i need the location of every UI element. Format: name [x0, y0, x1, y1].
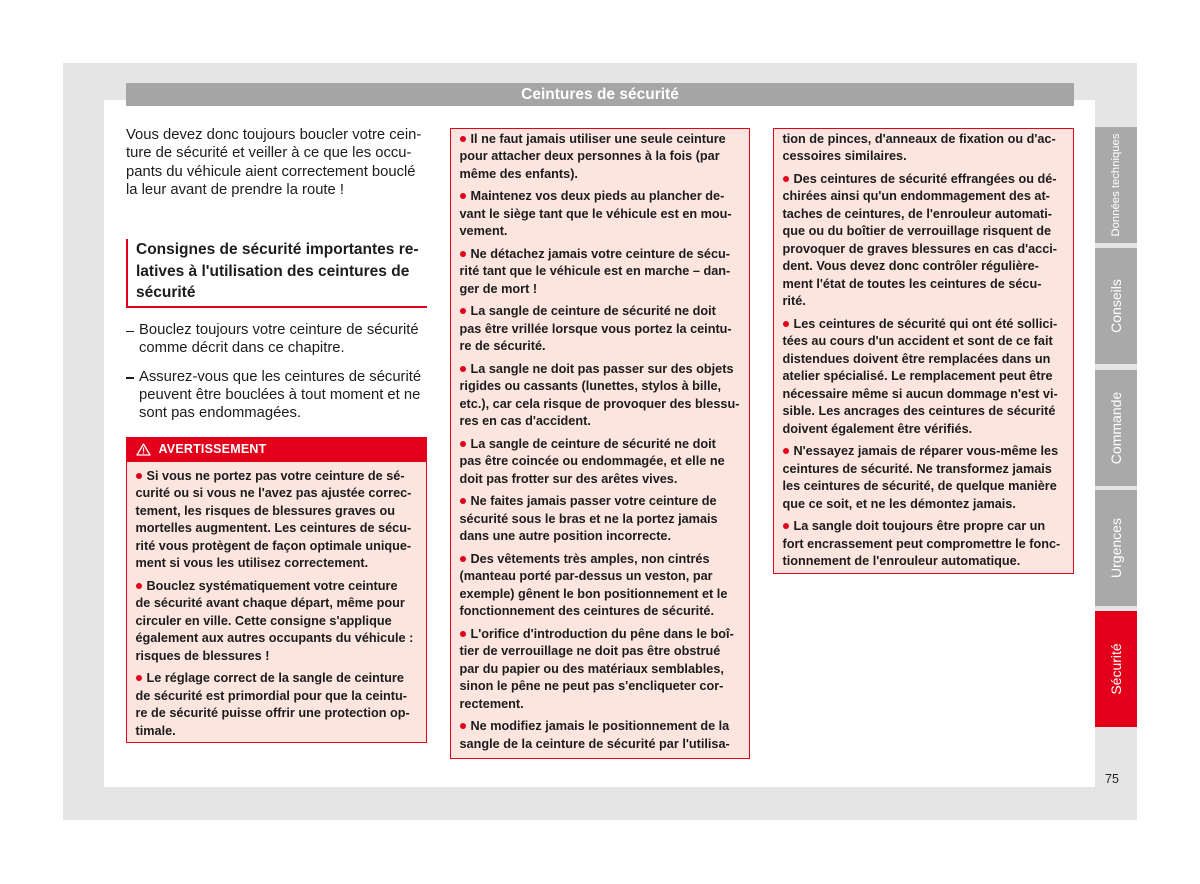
intro-line: Vous devez donc toujours boucler votre cein- — [126, 127, 422, 143]
item-line: N'essayez jamais de réparer vous-même les — [783, 443, 1065, 461]
item-line: La sangle doit toujours être propre car un — [783, 518, 1065, 536]
item-line: Bouclez toujours votre ceinture de sécurité — [139, 322, 419, 338]
item-line: circuler en ville. Cette consigne s'applique — [135, 613, 392, 628]
item-line: La sangle de ceinture de sécurité ne doit — [460, 436, 741, 454]
bullet-icon — [460, 556, 466, 562]
warning-item — [783, 316, 1065, 439]
warning-list — [127, 462, 426, 741]
warning-box-continued — [450, 128, 750, 759]
item-line: Assurez-vous que les ceintures de sécurité — [139, 368, 422, 385]
item-line: dent. Vous devez donc contrôler régulière- — [782, 259, 1039, 274]
item-line: risques de blessures ! — [135, 648, 270, 663]
item-line: taches de ceintures, de l'enrouleur automati- — [782, 206, 1053, 221]
bullet-icon — [136, 583, 142, 589]
warning-item — [460, 188, 741, 241]
warning-item — [783, 171, 1065, 311]
item-line: tées au cours d'un accident et sont de ce fait — [782, 334, 1053, 349]
tab-urgences — [1095, 490, 1137, 606]
tab-label: Conseils — [1108, 279, 1124, 333]
tab-conseils — [1095, 248, 1137, 364]
item-line: que ou du boîtier de verrouillage risquent de — [782, 224, 1052, 239]
heading-line: sécurité — [136, 284, 196, 301]
item-line: doivent également être vérifiés. — [782, 421, 973, 436]
bullet-icon — [460, 193, 466, 199]
item-line: (manteau porté par-dessus un veston, par — [459, 569, 713, 584]
item-line: res en cas d'accident. — [459, 414, 591, 429]
bullet-icon — [783, 321, 789, 327]
item-line: L'orifice d'introduction du pêne dans le boî- — [460, 626, 741, 644]
instruction-item — [126, 321, 427, 358]
item-line: sécurité sous le bras et ne la portez jamais — [459, 511, 718, 526]
bullet-icon — [460, 498, 466, 504]
heading-line: Consignes de sécurité importantes re- — [136, 241, 419, 258]
bullet-icon — [783, 523, 789, 529]
item-line: mortelles augmentent. Les ceintures de sécu- — [135, 521, 412, 536]
bullet-icon — [460, 631, 466, 637]
item-line: fonctionnement des ceintures de sécurité. — [459, 604, 715, 619]
warning-header — [127, 438, 426, 462]
item-line: pas être coincée ou endommagée, et elle ne — [459, 454, 725, 469]
item-line: exemple) gênent le bon positionnement et le — [459, 586, 728, 601]
bullet-icon — [460, 251, 466, 257]
page-number: 75 — [1105, 772, 1119, 786]
item-line: tement, les risques de blessures graves ou — [135, 503, 395, 518]
item-line: tier de verrouillage ne doit pas être obstrué — [459, 644, 721, 659]
tab-commande — [1095, 370, 1137, 486]
item-line: Si vous ne portez pas votre ceinture de sé- — [136, 468, 418, 486]
warning-box-continued-2 — [773, 128, 1074, 574]
item-line: Des ceintures de sécurité effrangées ou dé- — [783, 171, 1065, 189]
item-line: Ne détachez jamais votre ceinture de sécu- — [460, 246, 741, 264]
item-line: nécessaire même si aucun dommage n'est vi- — [782, 386, 1058, 401]
item-line: provoquer de graves blessures en cas d'acci- — [782, 241, 1058, 256]
bullet-icon — [136, 675, 142, 681]
warning-item — [136, 670, 418, 740]
item-line: atelier spécialisé. Le remplacement peut être — [782, 369, 1053, 384]
warning-item — [460, 718, 741, 753]
intro-line: ture de sécurité et veiller à ce que les occu- — [126, 145, 412, 162]
warning-item — [460, 303, 741, 356]
item-line: Ne modifiez jamais le positionnement de la — [460, 718, 741, 736]
item-line: Il ne faut jamais utiliser une seule ceinture — [460, 131, 741, 149]
item-line: curité ou si vous ne l'avez pas ajustée correc- — [135, 486, 412, 501]
item-line: pas être vrillée lorsque vous portez la ceintu- — [459, 321, 732, 336]
safety-heading — [126, 239, 427, 308]
item-line: rité vous protègent de façon optimale unique- — [135, 538, 412, 553]
item-line: dans une autre position incorrecte. — [459, 529, 671, 544]
item-line: fort encrassement peut compromettre le fonc- — [782, 536, 1061, 551]
warning-item — [460, 493, 741, 546]
item-line: re de sécurité. — [459, 339, 546, 354]
bullet-icon — [783, 176, 789, 182]
item-line: rité tant que le véhicule est en marche – dan- — [459, 264, 731, 279]
bullet-icon — [136, 473, 142, 479]
item-line: également aux autres occupants du véhicule : — [135, 631, 414, 646]
tab-donnees-techniques — [1095, 127, 1137, 243]
continuation-line: tion de pinces, d'anneaux de fixation ou d'ac- — [782, 131, 1056, 146]
item-line: re de sécurité puisse offrir une protection op- — [135, 706, 410, 721]
warning-triangle-icon — [136, 443, 151, 456]
bullet-icon — [783, 448, 789, 454]
tab-label: Urgences — [1108, 518, 1124, 578]
item-line: doit pas frotter sur des arêtes vives. — [459, 471, 678, 486]
item-line: La sangle ne doit pas passer sur des objets — [460, 361, 741, 379]
item-line: Les ceintures de sécurité qui ont été sollici- — [783, 316, 1065, 334]
bullet-icon — [460, 723, 466, 729]
item-line: par du papier ou des matériaux semblables, — [459, 661, 724, 676]
intro-paragraph — [126, 126, 427, 200]
tab-label: Données techniques — [1110, 133, 1122, 237]
warning-item — [460, 436, 741, 489]
item-line: rectement. — [459, 696, 524, 711]
item-line: chirées ainsi qu'un endommagement des at- — [782, 189, 1050, 204]
item-line: Des vêtements très amples, non cintrés — [460, 551, 741, 569]
warning-item — [136, 468, 418, 573]
item-line: ger de mort ! — [459, 281, 538, 296]
item-line: distendues doivent être remplacées dans un — [782, 351, 1051, 366]
item-line: Le réglage correct de la sangle de ceinture — [136, 670, 418, 688]
item-line: etc.), car cela risque de provoquer des blessu- — [459, 396, 740, 411]
tab-securite — [1095, 611, 1137, 727]
instruction-list — [126, 321, 427, 423]
item-line: rigides ou cassants (lunettes, stylos à bille, — [459, 379, 722, 394]
item-line: ceintures de sécurité. Ne transformez jamais — [782, 461, 1052, 476]
item-line: sont pas endommagées. — [139, 405, 302, 422]
warning-item — [460, 551, 741, 621]
item-line: les ceintures de sécurité, de quelque manière — [782, 479, 1057, 494]
warning-item — [460, 131, 741, 184]
section-title: Ceintures de sécurité — [126, 83, 1074, 106]
item-line: rité. — [782, 294, 806, 309]
item-line: de sécurité avant chaque départ, même pour — [135, 596, 405, 611]
item-line: ment si vous les utilisez correctement. — [135, 556, 369, 571]
item-line: sangle de la ceinture de sécurité par l'utilisa- — [459, 736, 730, 751]
warning-item — [783, 443, 1065, 513]
item-line: sinon le pêne ne peut pas s'encliqueter cor- — [459, 679, 724, 694]
item-line: comme décrit dans ce chapitre. — [139, 340, 345, 357]
item-line: Maintenez vos deux pieds au plancher de- — [460, 188, 741, 206]
item-line: vant le siège tant que le véhicule est en mou- — [459, 206, 732, 221]
bullet-icon — [460, 136, 466, 142]
instruction-item — [126, 368, 427, 423]
item-line: Ne faites jamais passer votre ceinture de — [460, 493, 741, 511]
warning-item — [783, 518, 1065, 571]
item-line: que ce soit, et ne les démontez jamais. — [782, 496, 1016, 511]
tab-label: Commande — [1108, 391, 1124, 465]
warning-box — [126, 437, 427, 743]
item-line: pour attacher deux personnes à la fois (par — [459, 149, 720, 164]
bullet-icon — [460, 308, 466, 314]
item-line: La sangle de ceinture de sécurité ne doit — [460, 303, 741, 321]
bullet-icon — [460, 441, 466, 447]
item-line: timale. — [135, 723, 176, 738]
warning-title: AVERTISSEMENT — [158, 442, 267, 456]
item-line: sible. Les ancrages des ceintures de sécurité — [782, 404, 1056, 419]
item-line: peuvent être bouclées à tout moment et ne — [139, 387, 421, 404]
warning-item — [460, 361, 741, 431]
continuation-text — [783, 131, 1065, 166]
continuation-line: cessoires similaires. — [782, 149, 907, 164]
warning-item — [136, 578, 418, 666]
warning-item — [460, 626, 741, 714]
item-line: Bouclez systématiquement votre ceinture — [136, 578, 418, 596]
warning-list — [783, 171, 1065, 571]
dash-icon — [126, 331, 134, 332]
heading-line: latives à l'utilisation des ceintures de — [136, 262, 410, 280]
item-line: ment l'état de toutes les ceintures de sécu- — [782, 276, 1042, 291]
item-line: de sécurité est primordial pour que la ceintu- — [135, 688, 407, 703]
intro-line: pants du véhicule aient correctement bouclé — [126, 163, 416, 180]
item-line: même des enfants). — [459, 166, 578, 181]
dash-icon — [126, 377, 134, 378]
tab-label: Sécurité — [1108, 643, 1124, 695]
intro-line: la leur avant de prendre la route ! — [126, 182, 344, 199]
warning-item — [460, 246, 741, 299]
item-line: vement. — [459, 224, 508, 239]
item-line: tionnement de l'enrouleur automatique. — [782, 554, 1021, 569]
bullet-icon — [460, 366, 466, 372]
